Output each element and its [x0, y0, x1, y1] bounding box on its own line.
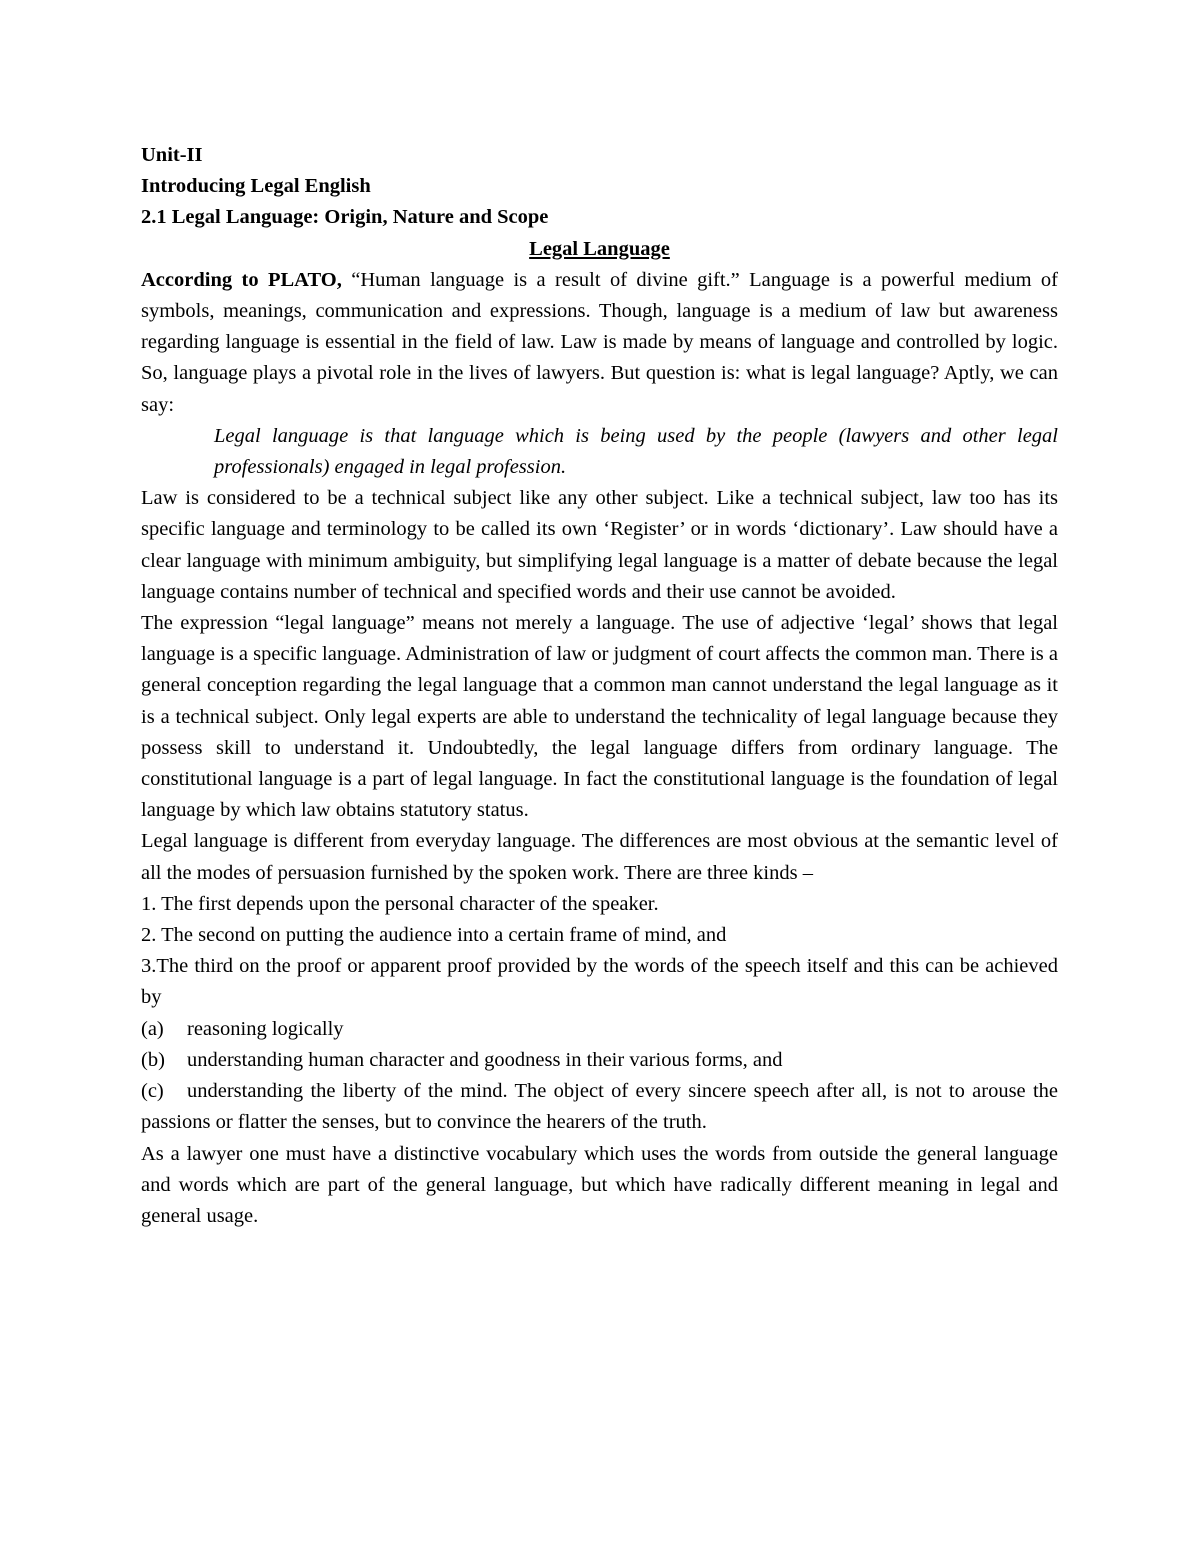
paragraph-everyday-language: Legal language is different from everyday language. The differences are most obvious at the semantic level of all the modes of persuasion furnished by the spoken work. There are three kinds –: [141, 830, 1058, 884]
sublist-text: understanding the liberty of the mind. The object of every sincere speech after all, is not to arouse the passions or flatter the senses, but to convince the hearers of the truth.: [141, 1080, 1058, 1134]
list-item-2: 2. The second on putting the audience into a certain frame of mind, and: [141, 924, 727, 947]
paragraph-expression: The expression “legal language” means not merely a language. The use of adjective ‘legal’ shows that legal language is a specific language. Administration of law or judgment of court affects the common man. There is a general conception regarding the legal language that a common man cannot understand the legal language as it is a technical subject. Only legal experts are able to understand the technicality of legal language because they possess skill to understand it. Undoubtedly, the legal language differs from ordinary language. The constitutional language is a part of legal language. In fact the constitutional language is the foundation of legal language by which law obtains statutory status.: [141, 612, 1058, 822]
sublist-item-b: [141, 1045, 1058, 1076]
section-heading: 2.1 Legal Language: Origin, Nature and Scope: [141, 206, 549, 229]
sublist-item-c: [141, 1076, 1058, 1138]
list-item-1: 1. The first depends upon the personal character of the speaker.: [141, 892, 659, 915]
document-body: [141, 140, 1058, 1232]
list-item-3: 3.The third on the proof or apparent proof provided by the words of the speech itself and this can be achieved by: [141, 955, 1058, 1009]
unit-label: Unit-II: [141, 144, 203, 166]
paragraph-lawyer-vocabulary: As a lawyer one must have a distinctive vocabulary which uses the words from outside the general language and words which are part of the general language, but which have radically different meaning in legal and general usage.: [141, 1142, 1058, 1227]
center-heading: Legal Language: [529, 237, 670, 260]
sublist-marker: (c): [141, 1080, 164, 1103]
paragraph-technical-subject: Law is considered to be a technical subject like any other subject. Like a technical subject, law too has its specific language and terminology to be called its own ‘Register’ or in words ‘dictionary’. Law should have a clear language with minimum ambiguity, but simplifying legal language is a matter of debate because the legal language contains number of technical and specified words and their use cannot be avoided.: [141, 487, 1058, 603]
paragraph-lead: According to PLATO,: [141, 268, 342, 291]
paragraph-plato: [141, 265, 1058, 421]
sublist-text: reasoning logically: [187, 1017, 344, 1040]
sublist-marker: (b): [141, 1048, 165, 1071]
sublist-item-a: [141, 1014, 1058, 1045]
sublist-text: understanding human character and goodness in their various forms, and: [187, 1048, 783, 1071]
sublist-marker: (a): [141, 1017, 164, 1040]
document-title: Introducing Legal English: [141, 175, 371, 198]
paragraph-text: “Human language is a result of divine gift.” Language is a powerful medium of symbols, meanings, communication and expressions. Though, language is a medium of law but awareness regarding language is essential in the field of law. Law is made by means of language and controlled by logic. So, language plays a pivotal role in the lives of lawyers. But question is: what is legal language? Aptly, we can say:: [141, 268, 1058, 416]
definition-quote: Legal language is that language which is being used by the people (lawyers and other legal professionals) engaged in legal profession.: [214, 424, 1058, 479]
